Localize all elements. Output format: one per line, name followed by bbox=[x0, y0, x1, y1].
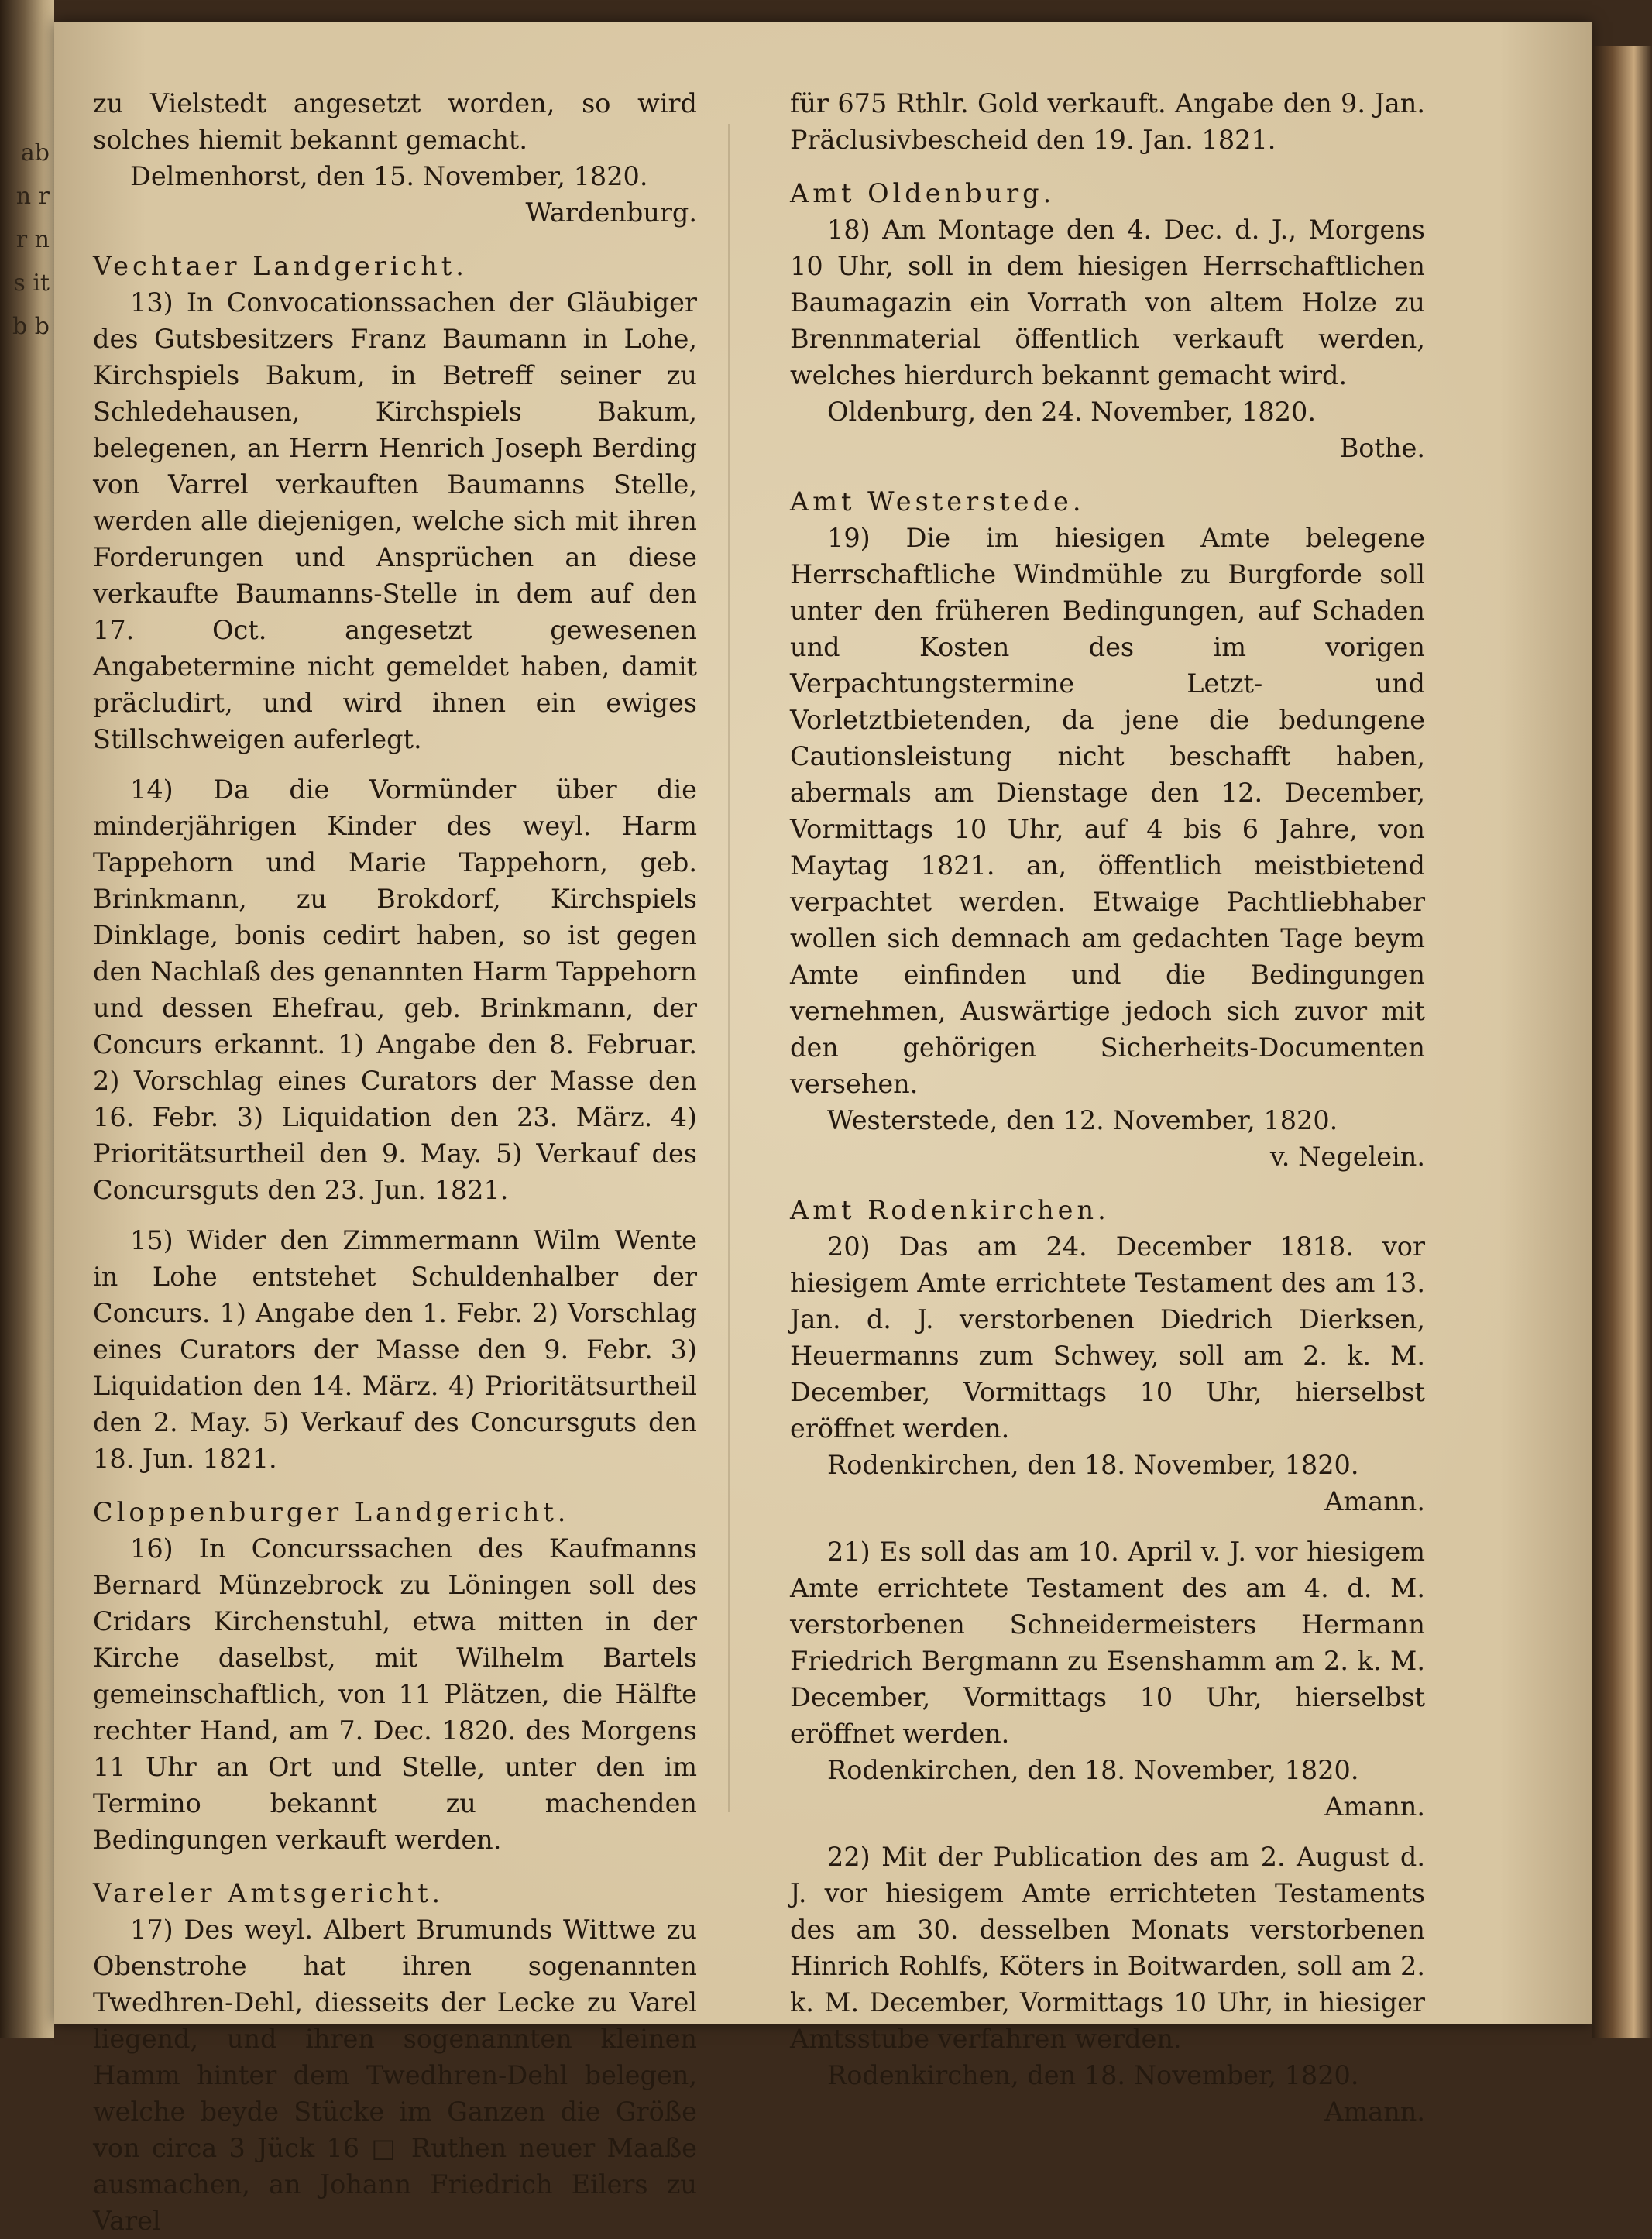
paragraph: 17) Des weyl. Albert Brumunds Wittwe zu Obenstrohe hat ihren sogenannten Twedhren-Dehl, diesseits der Lecke zu Varel liegend, und ihren sogenannten kleinen Hamm hinter dem Twedhren-Dehl belegen, welche beyde Stücke im Ganzen die Größe von circa 3 Jück 16 □ Ruthen neuer Maaße ausmachen, an Johann Friedrich Eilers zu Varel bbox=[93, 1914, 697, 2236]
signature: Amann. bbox=[1324, 2096, 1425, 2127]
signature: v. Negelein. bbox=[1269, 1142, 1425, 1172]
paragraph: 15) Wider den Zimmermann Wilm Wente in Lohe entstehet Schuldenhalber der Concurs. 1) Angabe den 1. Febr. 2) Vorschlag eines Curators der Masse den 9. Febr. 3) Liquidation den 14. März. 4) Prioritätsurtheil den 2. May. 5) Verkauf des Concursguts den 18. Jun. 1821. bbox=[93, 1225, 697, 1474]
paragraph: Rodenkirchen, den 18. November, 1820. bbox=[827, 2060, 1359, 2090]
paragraph: Rodenkirchen, den 18. November, 1820. bbox=[827, 1755, 1359, 1785]
paragraph: 20) Das am 24. December 1818. vor hiesigem Amte errichtete Testament des am 13. Jan. d. J. verstorbenen Diedrich Dierksen, Heuermanns zum Schwey, soll am 2. k. M. December, Vormittags 10 Uhr, hierselbst eröffnet werden. bbox=[790, 1231, 1425, 1444]
paragraph: 14) Da die Vormünder über die minderjährigen Kinder des weyl. Harm Tappehorn und Marie Tappehorn, geb. Brinkmann, zu Brokdorf, Kirchspiels Dinklage, bonis cedirt haben, so ist gegen den Nachlaß des genannten Harm Tappehorn und dessen Ehefrau, geb. Brinkmann, der Concurs erkannt. 1) Angabe den 8. Februar. 2) Vorschlag eines Curators der Masse den 16. Febr. 3) Liquidation den 23. März. 4) Prioritätsurtheil den 9. May. 5) Verkauf des Concursguts den 23. Jun. 1821. bbox=[93, 774, 697, 1205]
paragraph: Rodenkirchen, den 18. November, 1820. bbox=[827, 1450, 1359, 1480]
right-column bbox=[790, 85, 1425, 2130]
paragraph: Westerstede, den 12. November, 1820. bbox=[827, 1105, 1338, 1135]
paragraph: Oldenburg, den 24. November, 1820. bbox=[827, 397, 1317, 427]
signature: Bothe. bbox=[1339, 433, 1425, 463]
book-gutter bbox=[0, 0, 54, 2038]
signature: Amann. bbox=[1324, 1791, 1425, 1822]
page-edge bbox=[1592, 46, 1652, 2038]
left-column bbox=[93, 85, 697, 2239]
section-heading: Vareler Amtsgericht. bbox=[93, 1878, 445, 1908]
paragraph: 16) In Concurssachen des Kaufmanns Bernard Münzebrock zu Löningen soll des Cridars Kirchenstuhl, etwa mitten in der Kirche daselbst, mit Wilhelm Bartels gemeinschaftlich, von 11 Plätzen, die Hälfte rechter Hand, am 7. Dec. 1820. des Morgens 11 Uhr an Ort und Stelle, unter den im Termino bekannt zu machenden Bedingungen verkauft werden. bbox=[93, 1533, 697, 1855]
paragraph: 19) Die im hiesigen Amte belegene Herrschaftliche Windmühle zu Burgforde soll unter den früheren Bedingungen, auf Schaden und Kosten des im vorigen Verpachtungstermine Letzt- und Vorletztbietenden, da jene die bedungene Cautionsleistung nicht beschafft haben, abermals am Dienstage den 12. December, Vormittags 10 Uhr, auf 4 bis 6 Jahre, von Maytag 1821. an, öffentlich meistbietend verpachtet werden. Etwaige Pachtliebhaber wollen sich demnach am gedachten Tage beym Amte einfinden und die Bedingungen vernehmen, Auswärtige jedoch sich zuvor mit den gehörigen Sicherheits-Documenten versehen. bbox=[790, 523, 1425, 1099]
paragraph: Delmenhorst, den 15. November, 1820. bbox=[130, 161, 648, 191]
section-heading: Cloppenburger Landgericht. bbox=[93, 1497, 570, 1527]
paragraph: 13) In Convocationssachen der Gläubiger des Gutsbesitzers Franz Baumann in Lohe, Kirchspiels Bakum, in Betreff seiner zu Schledehausen, Kirchspiels Bakum, belegenen, an Herrn Henrich Joseph Berding von Varrel verkauften Baumanns Stelle, werden alle diejenigen, welche sich mit ihren Forderungen und Ansprüchen an diese verkaufte Baumanns-Stelle in dem auf den 17. Oct. angesetzt gewesenen Angabetermine nicht gemeldet haben, damit präcludirt, und wird ihnen ein ewiges Stillschweigen auferlegt. bbox=[93, 287, 697, 754]
signature: Wardenburg. bbox=[525, 197, 697, 228]
signature: Amann. bbox=[1324, 1486, 1425, 1516]
paragraph: 21) Es soll das am 10. April v. J. vor hiesigem Amte errichtete Testament des am 4. d. M. verstorbenen Schneidermeisters Hermann Friedrich Bergmann zu Esenshamm am 2. k. M. December, Vormittags 10 Uhr, hierselbst eröffnet werden. bbox=[790, 1537, 1425, 1749]
column-divider bbox=[728, 124, 730, 1812]
section-heading: Amt Rodenkirchen. bbox=[790, 1195, 1110, 1225]
paragraph: zu Vielstedt angesetzt worden, so wird solches hiemit bekannt gemacht. bbox=[93, 88, 697, 155]
paragraph: 22) Mit der Publication des am 2. August d. J. vor hiesigem Amte errichteten Testaments des am 30. desselben Monats verstorbenen Hinrich Rohlfs, Köters in Boitwarden, soll am 2. k. M. December, Vormittags 10 Uhr, in hiesiger Amtsstube verfahren werden. bbox=[790, 1842, 1425, 2054]
section-heading: Amt Westerstede. bbox=[790, 486, 1085, 517]
paragraph: 18) Am Montage den 4. Dec. d. J., Morgens 10 Uhr, soll in dem hiesigen Herrschaftlichen Baumagazin ein Vorrath von altem Holze zu Brennmaterial öffentlich verkauft werden, welches hierdurch bekannt gemacht wird. bbox=[790, 215, 1425, 390]
paragraph: für 675 Rthlr. Gold verkauft. Angabe den 9. Jan. Präclusivbescheid den 19. Jan. 1821. bbox=[790, 88, 1425, 155]
section-heading: Amt Oldenburg. bbox=[790, 178, 1056, 208]
gutter-fragments: ab n r r n s it b b bbox=[12, 139, 50, 340]
section-heading: Vechtaer Landgericht. bbox=[93, 251, 468, 281]
